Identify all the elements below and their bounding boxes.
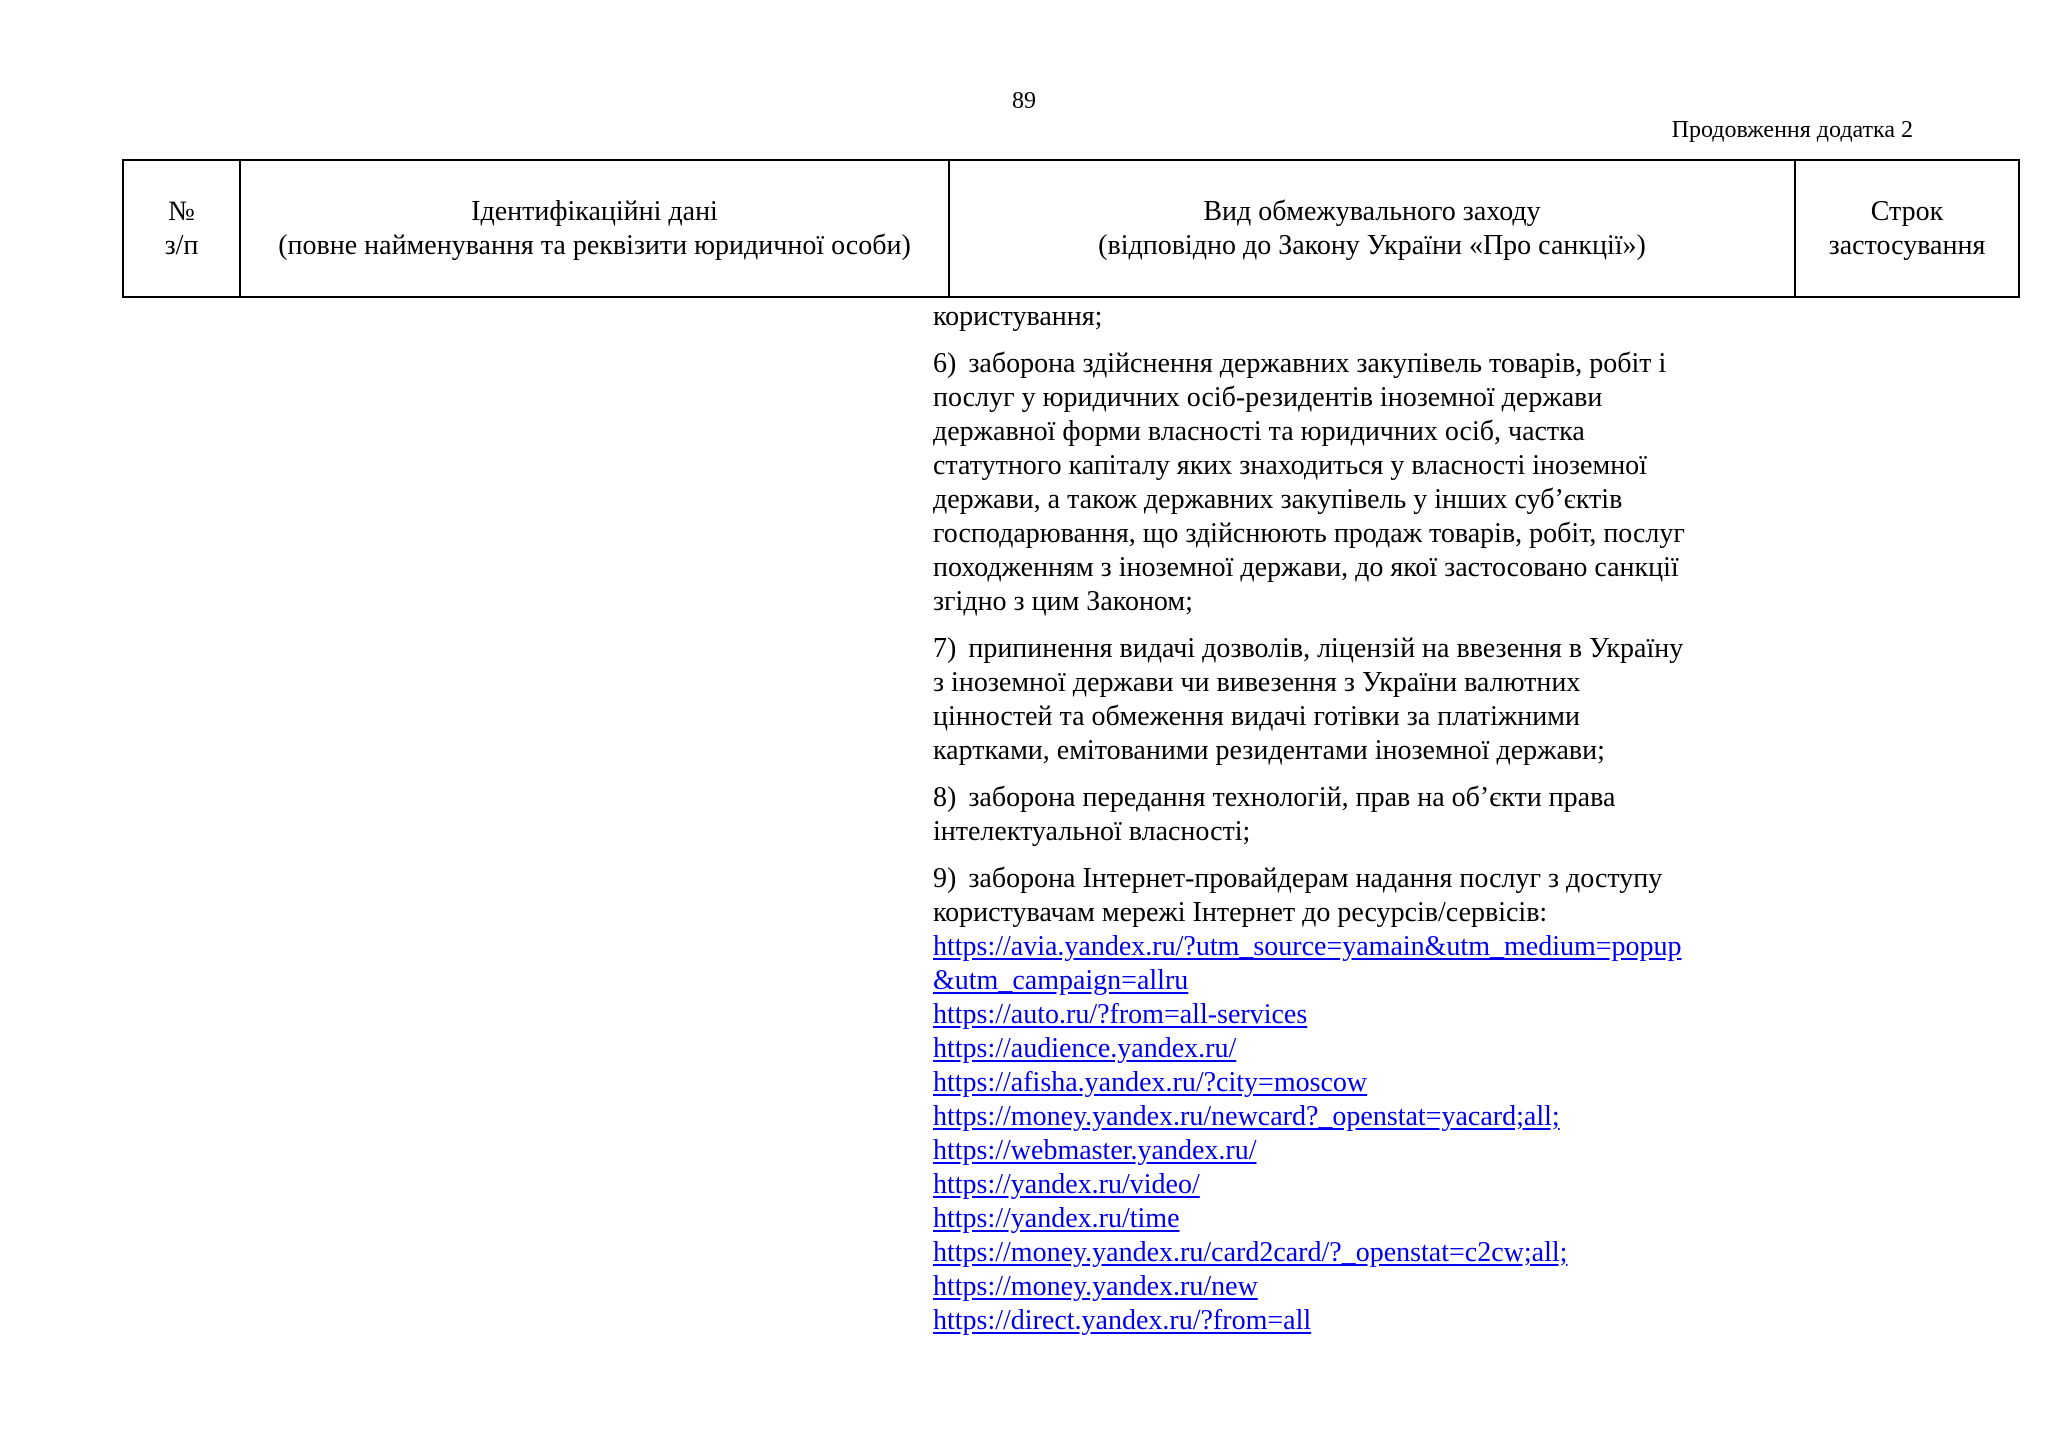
table-header xyxy=(122,159,2020,298)
measure-item-line: господарювання, що здійснюють продаж товарів, робіт, послуг xyxy=(933,518,1685,549)
measure-item-line: цінностей та обмеження видачі готівки за платіжними xyxy=(933,701,1580,732)
measure-item-line: інтелектуальної власності; xyxy=(933,816,1251,847)
measure-item-line: згідно з цим Законом; xyxy=(933,586,1193,617)
resource-link[interactable]: https://money.yandex.ru/new xyxy=(933,1271,1258,1302)
measure-item-line: держави, а також державних закупівель у інших суб’єктів xyxy=(933,484,1623,515)
measure-item-line: користувачам мережі Інтернет до ресурсів/сервісів: xyxy=(933,897,1548,928)
resource-link[interactable]: &utm_campaign=allru xyxy=(933,965,1189,996)
resource-link[interactable]: https://afisha.yandex.ru/?city=moscow xyxy=(933,1067,1368,1098)
header-number-line-2: з/п xyxy=(164,229,199,261)
measure-item-number: 6) xyxy=(933,348,957,379)
resource-link[interactable]: https://webmaster.yandex.ru/ xyxy=(933,1135,1257,1166)
measure-item-number: 7) xyxy=(933,633,957,664)
resource-link[interactable]: https://money.yandex.ru/card2card/?_openstat=c2cw;all; xyxy=(933,1237,1568,1268)
measure-item xyxy=(933,862,1943,930)
page-number: 89 xyxy=(1012,88,1036,114)
resource-link[interactable]: https://money.yandex.ru/newcard?_openstat=yacard;all; xyxy=(933,1101,1560,1132)
measure-item-line xyxy=(933,632,1943,666)
measure-item-line: походженням з іноземної держави, до якої застосовано санкції xyxy=(933,552,1679,583)
measure-item-line: статутного капіталу яких знаходиться у власності іноземної xyxy=(933,450,1647,481)
resource-link[interactable]: https://avia.yandex.ru/?utm_source=yamain&utm_medium=popup xyxy=(933,931,1682,962)
header-term-line-2: застосування xyxy=(1828,229,1986,261)
resource-links xyxy=(933,930,1943,1338)
continuation-label: Продовження додатка 2 xyxy=(1671,117,1913,143)
measure-item-text: припинення видачі дозволів, ліцензій на ввезення в Україну xyxy=(968,633,1684,664)
carryover-text: користування; xyxy=(933,301,1103,332)
measures-content xyxy=(933,300,1943,1338)
measure-item-line: послуг у юридичних осіб-резидентів іноземної держави xyxy=(933,382,1603,413)
header-cell-term xyxy=(1795,160,2019,297)
measure-item xyxy=(933,632,1943,768)
measure-item-number: 9) xyxy=(933,863,957,894)
measure-item-text: заборона Інтернет-провайдерам надання послуг з доступу xyxy=(968,863,1663,894)
header-identification-line-1: Ідентифікаційні дані xyxy=(471,195,718,227)
header-measure-line-2: (відповідно до Закону України «Про санкції») xyxy=(1098,229,1646,261)
measure-item-line: картками, емітованими резидентами іноземної держави; xyxy=(933,735,1605,766)
measure-item-text: заборона передання технологій, прав на об’єкти права xyxy=(968,782,1616,813)
measure-item xyxy=(933,781,1943,849)
resource-link[interactable]: https://auto.ru/?from=all-services xyxy=(933,999,1308,1030)
measure-item xyxy=(933,347,1943,619)
measure-item-line: державної форми власності та юридичних осіб, частка xyxy=(933,416,1585,447)
resource-link[interactable]: https://direct.yandex.ru/?from=all xyxy=(933,1305,1312,1336)
resource-link[interactable]: https://yandex.ru/video/ xyxy=(933,1169,1200,1200)
resource-link[interactable]: https://audience.yandex.ru/ xyxy=(933,1033,1237,1064)
header-identification-line-2: (повне найменування та реквізити юридичної особи) xyxy=(278,229,911,261)
resource-link[interactable]: https://yandex.ru/time xyxy=(933,1203,1180,1234)
measure-items xyxy=(933,347,1943,930)
measure-item-text: заборона здійснення державних закупівель товарів, робіт і xyxy=(968,348,1667,379)
measure-item-line xyxy=(933,781,1943,815)
measure-item-line: з іноземної держави чи вивезення з України валютних xyxy=(933,667,1581,698)
measure-item-number: 8) xyxy=(933,782,957,813)
header-cell-number xyxy=(123,160,240,297)
measure-item-line xyxy=(933,862,1943,896)
header-measure-line-1: Вид обмежувального заходу xyxy=(1203,195,1541,227)
header-cell-identification xyxy=(240,160,949,297)
header-cell-measure xyxy=(949,160,1795,297)
measure-item-line xyxy=(933,347,1943,381)
header-number-line-1: № xyxy=(168,195,195,227)
header-term-line-1: Строк xyxy=(1870,195,1944,227)
